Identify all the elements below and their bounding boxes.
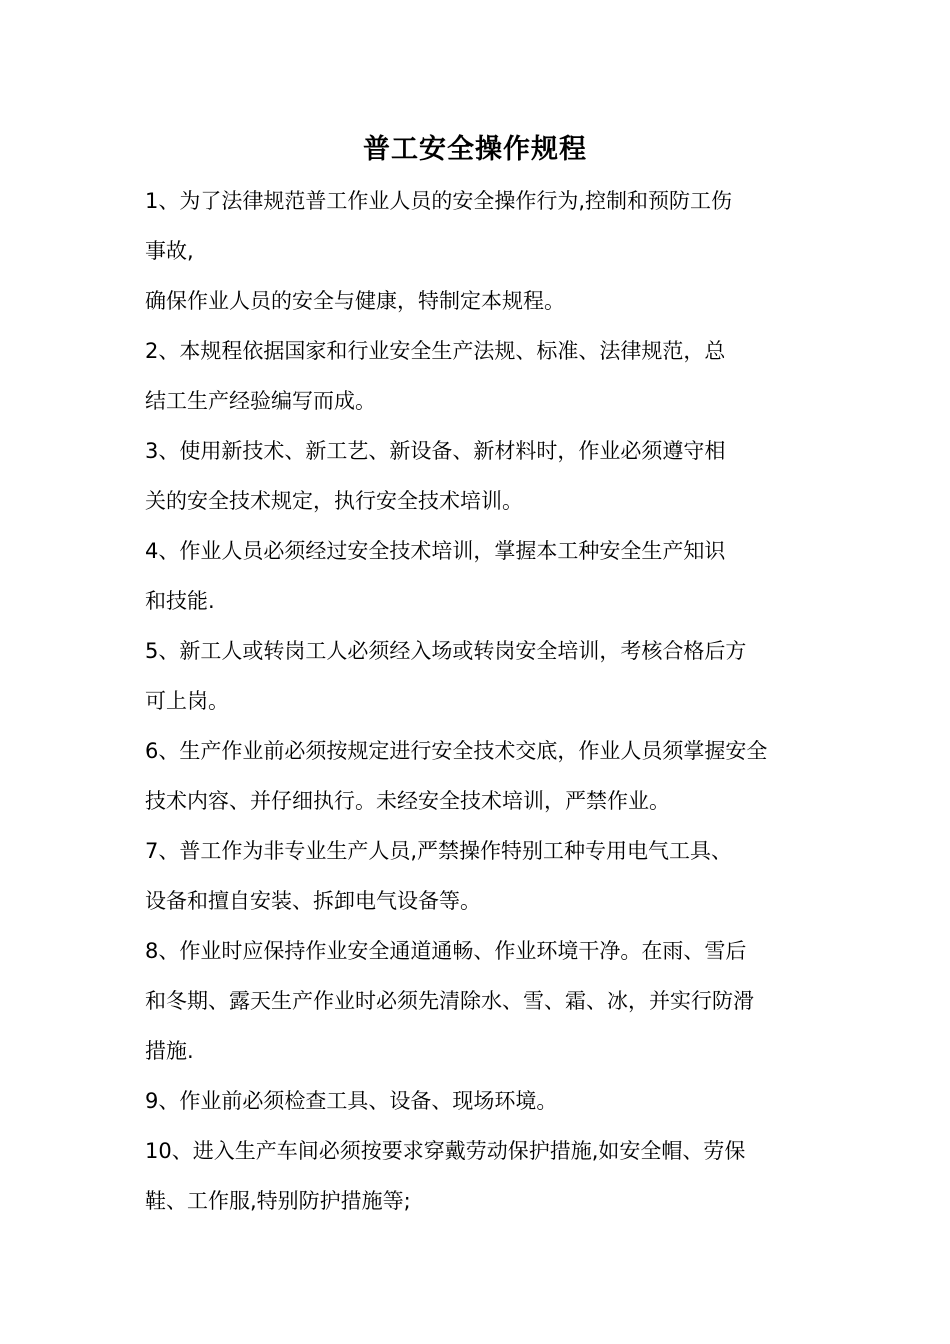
text-line: 事故, xyxy=(145,239,194,263)
text-line: 确保作业人员的安全与健康，特制定本规程。 xyxy=(145,289,565,313)
text-line: 1、为了法律规范普工作业人员的安全操作行为,控制和预防工伤 xyxy=(145,189,733,213)
text-line: 技术内容、并仔细执行。未经安全技术培训，严禁作业。 xyxy=(145,789,670,813)
text-line: 6、生产作业前必须按规定进行安全技术交底，作业人员须掌握安全 xyxy=(145,739,768,763)
text-line: 关的安全技术规定，执行安全技术培训。 xyxy=(145,489,523,513)
document-body xyxy=(145,176,810,1226)
text-line: 9、作业前必须检查工具、设备、现场环境。 xyxy=(145,1089,558,1113)
text-line: 10、进入生产车间必须按要求穿戴劳动保护措施,如安全帽、劳保 xyxy=(145,1139,746,1163)
text-line: 7、普工作为非专业生产人员,严禁操作特别工种专用电气工具、 xyxy=(145,839,733,863)
text-line: 结工生产经验编写而成。 xyxy=(145,389,376,413)
text-line: 鞋、工作服,特别防护措施等; xyxy=(145,1189,411,1213)
text-line: 可上岗。 xyxy=(145,689,229,713)
text-line: 4、作业人员必须经过安全技术培训，掌握本工种安全生产知识 xyxy=(145,539,726,563)
text-line: 和冬期、露天生产作业时必须先清除水、雪、霜、冰，并实行防滑 xyxy=(145,989,754,1013)
text-line: 3、使用新技术、新工艺、新设备、新材料时，作业必须遵守相 xyxy=(145,439,726,463)
text-line: 8、作业时应保持作业安全通道通畅、作业环境干净。在雨、雪后 xyxy=(145,939,747,963)
text-line: 2、本规程依据国家和行业安全生产法规、标准、法律规范，总 xyxy=(145,339,726,363)
text-line: 措施. xyxy=(145,1039,194,1063)
text-line: 5、新工人或转岗工人必须经入场或转岗安全培训，考核合格后方 xyxy=(145,639,747,663)
text-line: 和技能. xyxy=(145,589,215,613)
document-title: 普工安全操作规程 xyxy=(363,134,587,165)
text-line: 设备和擅自安装、拆卸电气设备等。 xyxy=(145,889,481,913)
